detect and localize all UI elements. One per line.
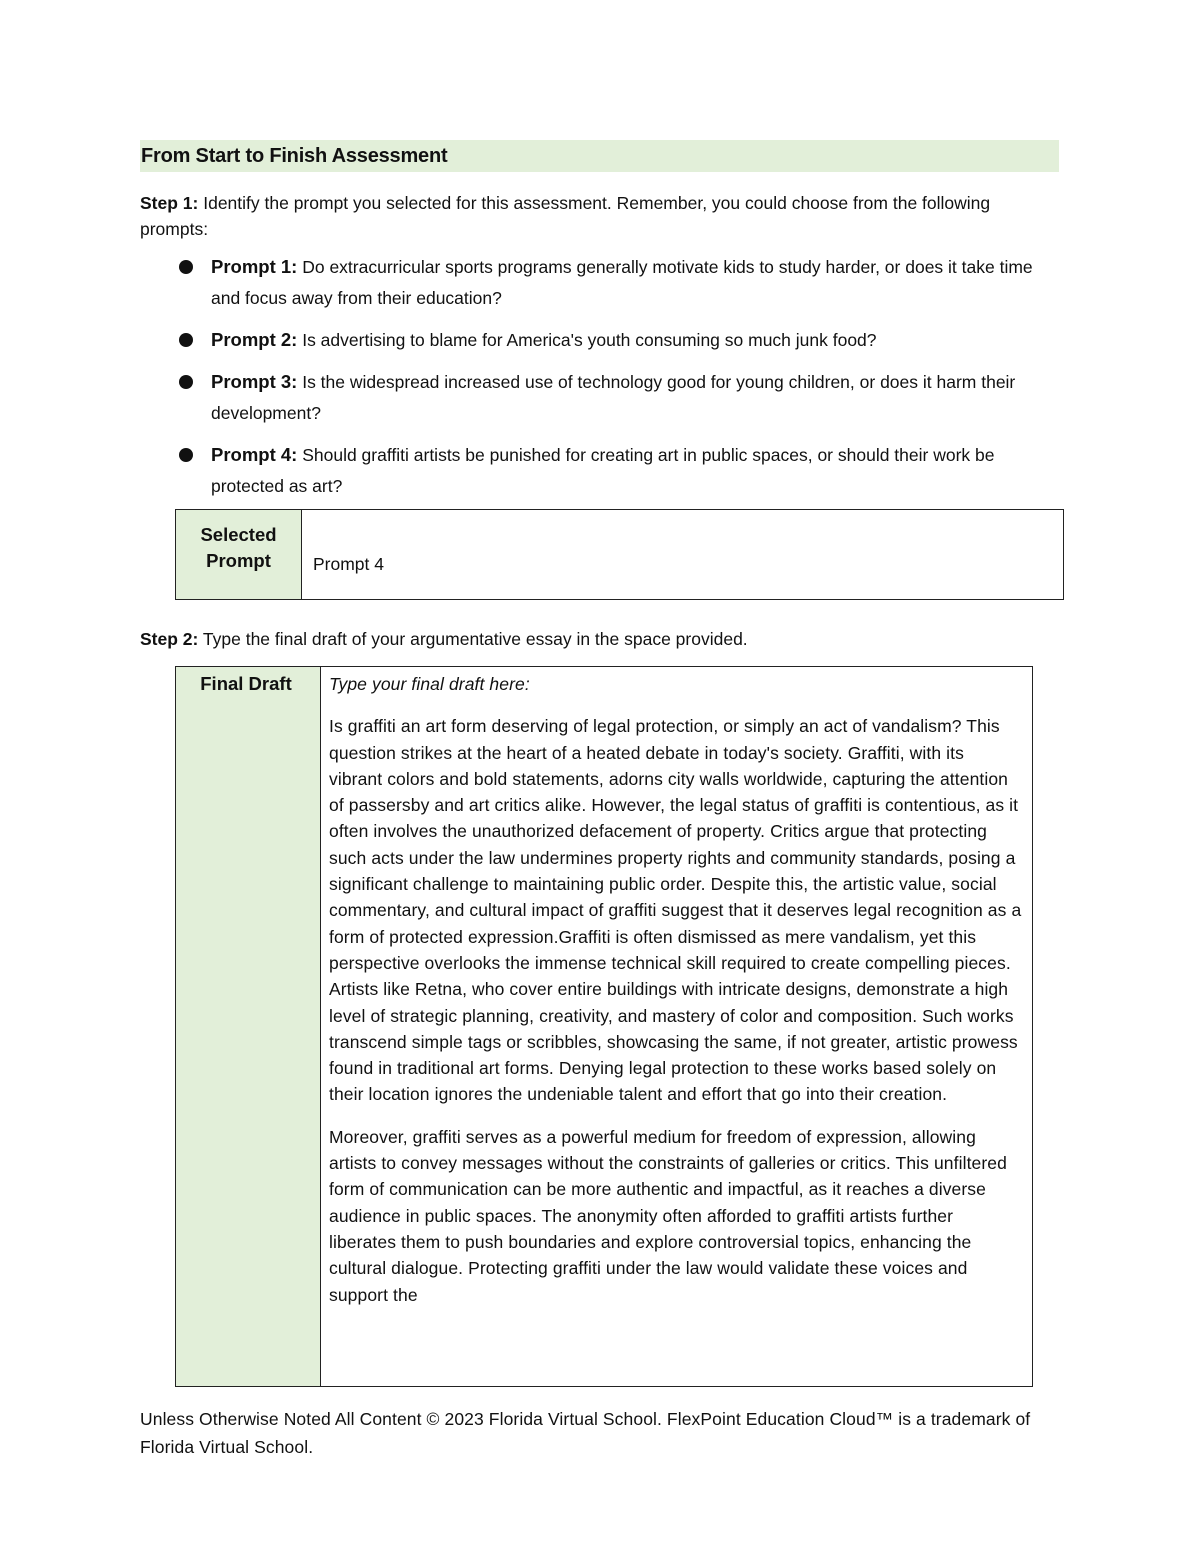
page-title: From Start to Finish Assessment	[140, 140, 1059, 172]
copyright-footer: Unless Otherwise Noted All Content © 2023 Florida Virtual School. FlexPoint Education Cloud™ is a trademark of Florida Virtual School.	[140, 1409, 1031, 1457]
step2-label: Step 2:	[140, 629, 199, 649]
prompt-label: Prompt 1:	[211, 256, 298, 277]
bullet-icon	[179, 448, 193, 462]
prompt-label: Prompt 2:	[211, 329, 298, 350]
prompt-text: Do extracurricular sports programs generally motivate kids to study harder, or does it take time and focus away from their education?	[211, 257, 1033, 308]
prompt-item	[174, 324, 1064, 356]
essay-paragraph: Moreover, graffiti serves as a powerful medium for freedom of expression, allowing artists to convey messages without the constraints of galleries or critics. This unfiltered form of communication can be more authentic and impactful, as it reaches a diverse audience in public spaces. The anonymity often afforded to graffiti artists further liberates them to push boundaries and explore controversial topics, enhancing the cultural dialogue. Protecting graffiti under the law would validate these voices and support the	[329, 1126, 1007, 1305]
prompt-list	[174, 251, 1064, 512]
final-draft-table	[175, 666, 1033, 1387]
prompt-item	[174, 366, 1064, 429]
prompt-item	[174, 439, 1064, 502]
step1-instructions	[140, 190, 1060, 242]
final-draft-hint: Type your final draft here:	[329, 674, 530, 694]
prompt-text: Is the widespread increased use of technology good for young children, or does it harm their development?	[211, 372, 1016, 423]
final-draft-header: Final Draft	[176, 667, 321, 1386]
step2-instructions	[140, 626, 1060, 652]
prompt-label: Prompt 4:	[211, 444, 298, 465]
step1-text: Identify the prompt you selected for this assessment. Remember, you could choose from the following prompts:	[140, 193, 991, 239]
bullet-icon	[179, 260, 193, 274]
prompt-text: Is advertising to blame for America's youth consuming so much junk food?	[297, 330, 877, 350]
selected-prompt-header: Selected Prompt	[176, 510, 302, 599]
prompt-item	[174, 251, 1064, 314]
bullet-icon	[179, 375, 193, 389]
final-draft-field[interactable]	[321, 667, 1032, 1386]
step1-label: Step 1:	[140, 193, 199, 213]
prompt-label: Prompt 3:	[211, 371, 298, 392]
selected-prompt-field[interactable]: Prompt 4	[313, 554, 384, 574]
prompt-text: Should graffiti artists be punished for creating art in public spaces, or should their work be protected as art?	[211, 445, 995, 496]
step2-text: Type the final draft of your argumentative essay in the space provided.	[198, 629, 748, 649]
selected-prompt-table	[175, 509, 1064, 600]
essay-paragraph: Is graffiti an art form deserving of legal protection, or simply an act of vandalism? This question strikes at the heart of a heated debate in today's society. Graffiti, with its vibrant colors and bold statements, adorns city walls worldwide, capturing the attention of passersby and art critics alike. However, the legal status of graffiti is contentious, as it often involves the unauthorized defacement of property. Critics argue that protecting such acts under the law undermines property rights and community standards, posing a significant challenge to maintaining public order. Despite this, the artistic value, social commentary, and cultural impact of graffiti suggest that it deserves legal recognition as a form of protected expression.Graffiti is often dismissed as mere vandalism, yet this perspective overlooks the immense technical skill required to create compelling pieces. Artists like Retna, who cover entire buildings with intricate designs, demonstrate a high level of strategic planning, creativity, and mastery of color and composition. Such works transcend simple tags or scribbles, showcasing the same, if not greater, artistic prowess found in traditional art forms. Denying legal protection to these works based solely on their location ignores the undeniable talent and effort that go into their creation.	[329, 716, 1022, 1105]
bullet-icon	[179, 333, 193, 347]
